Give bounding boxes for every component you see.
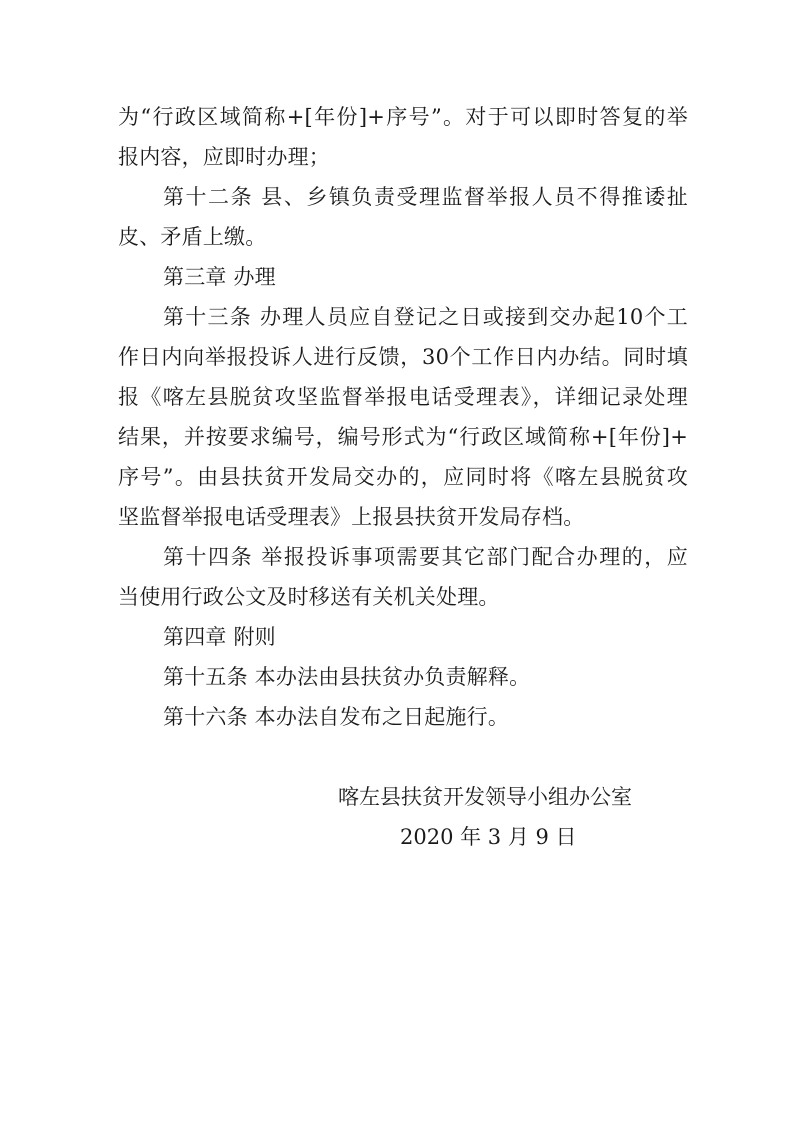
article-14: 第十四条 举报投诉事项需要其它部门配合办理的，应	[163, 545, 688, 569]
text-line: 报内容，应即时办理；	[118, 145, 330, 169]
article-12: 第十二条 县、乡镇负责受理监督举报人员不得推诿扯	[163, 185, 688, 209]
chapter-heading: 第四章 附则	[163, 625, 276, 649]
article-15: 第十五条 本办法由县扶贫办负责解释。	[163, 665, 531, 689]
signature-organization: 喀左县扶贫开发领导小组办公室	[338, 785, 632, 809]
article-16: 第十六条 本办法自发布之日起施行。	[163, 705, 510, 729]
text-line: 结果，并按要求编号，编号形式为“行政区域简称+[年份]+	[118, 425, 688, 449]
signature-date: 2020 年 3 月 9 日	[400, 825, 577, 849]
text-line: 为“行政区域简称+[年份]+序号”。对于可以即时答复的举	[118, 105, 688, 129]
text-line: 作日内向举报投诉人进行反馈，30个工作日内办结。同时填	[118, 345, 688, 369]
text-line: 序号”。由县扶贫开发局交办的，应同时将《喀左县脱贫攻	[118, 465, 688, 489]
text-line: 皮、矛盾上缴。	[118, 225, 267, 249]
article-13: 第十三条 办理人员应自登记之日或接到交办起10个工	[163, 305, 688, 329]
text-line: 报《喀左县脱贫攻坚监督举报电话受理表》，详细记录处理	[118, 385, 688, 409]
text-line: 当使用行政公文及时移送有关机关处理。	[118, 585, 500, 609]
text-line: 坚监督举报电话受理表》上报县扶贫开发局存档。	[118, 505, 585, 529]
chapter-heading: 第三章 办理	[163, 265, 276, 289]
